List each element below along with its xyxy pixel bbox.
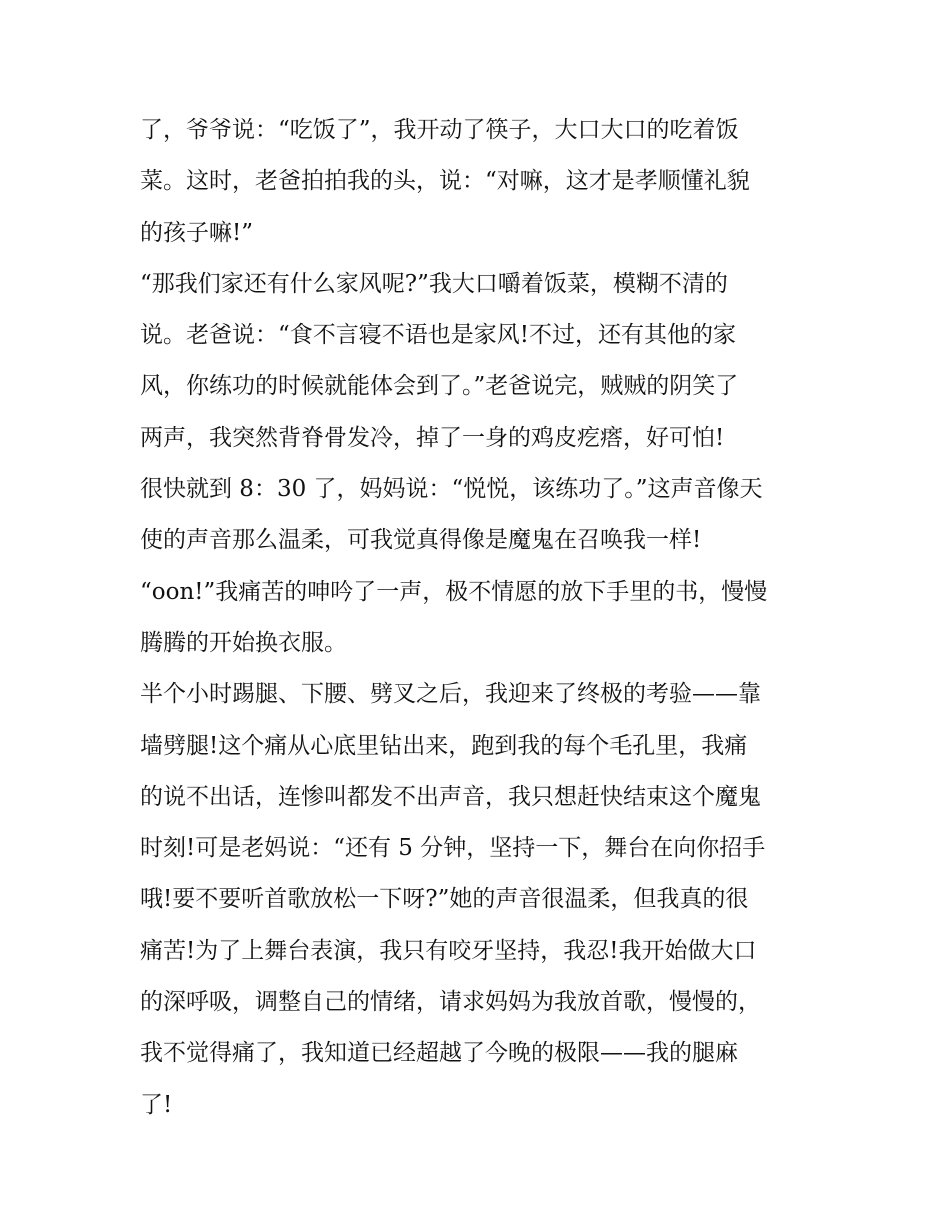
text-line: 的深呼吸，调整自己的情绪，请求妈妈为我放首歌，慢慢的， [140,989,761,1016]
text-line: 我不觉得痛了，我知道已经超越了今晚的极限——我的腿麻 [140,1040,738,1067]
text-line: 两声，我突然背脊骨发冷，掉了一身的鸡皮疙瘩，好可怕! [140,424,725,451]
text-line: 墙劈腿!这个痛从心底里钻出来，跑到我的每个毛孔里，我痛 [140,732,748,759]
text-line: 腾腾的开始换衣服。 [140,629,347,656]
text-line: 半个小时踢腿、下腰、劈叉之后，我迎来了终极的考验——靠 [140,681,761,708]
text-line: 了! [140,1091,173,1118]
text-line: 的孩子嘛!” [140,219,254,246]
text-line: “oon!”我痛苦的呻吟了一声，极不情愿的放下手里的书，慢慢 [140,578,768,605]
text-line: 时刻!可是老妈说：“还有 5 分钟，坚持一下，舞台在向你招手 [140,835,766,862]
text-line: 很快就到 8：30 了，妈妈说：“悦悦，该练功了。”这声音像天 [140,476,763,503]
text-line: 的说不出话，连惨叫都发不出声音，我只想赶快结束这个魔鬼 [140,783,761,810]
text-line: 使的声音那么温柔，可我觉真得像是魔鬼在召唤我一样! [140,527,702,554]
text-line: 说。老爸说：“食不言寝不语也是家风!不过，还有其他的家 [140,322,737,349]
body-text [140,112,820,1138]
text-line: 风，你练功的时候就能体会到了。”老爸说完，贼贼的阴笑了 [140,373,739,400]
text-line: 痛苦!为了上舞台表演，我只有咬牙坚持，我忍!我开始做大口 [140,937,757,964]
text-line: 哦!要不要听首歌放松一下呀?”她的声音很温柔，但我真的很 [140,886,749,913]
text-line: 了，爷爷说：“吃饭了”，我开动了筷子，大口大口的吃着饭 [140,117,739,143]
text-line: “那我们家还有什么家风呢?”我大口嚼着饭菜，模糊不清的 [140,270,728,297]
text-line: 菜。这时，老爸拍拍我的头，说：“对嘛，这才是孝顺懂礼貌 [140,168,750,195]
